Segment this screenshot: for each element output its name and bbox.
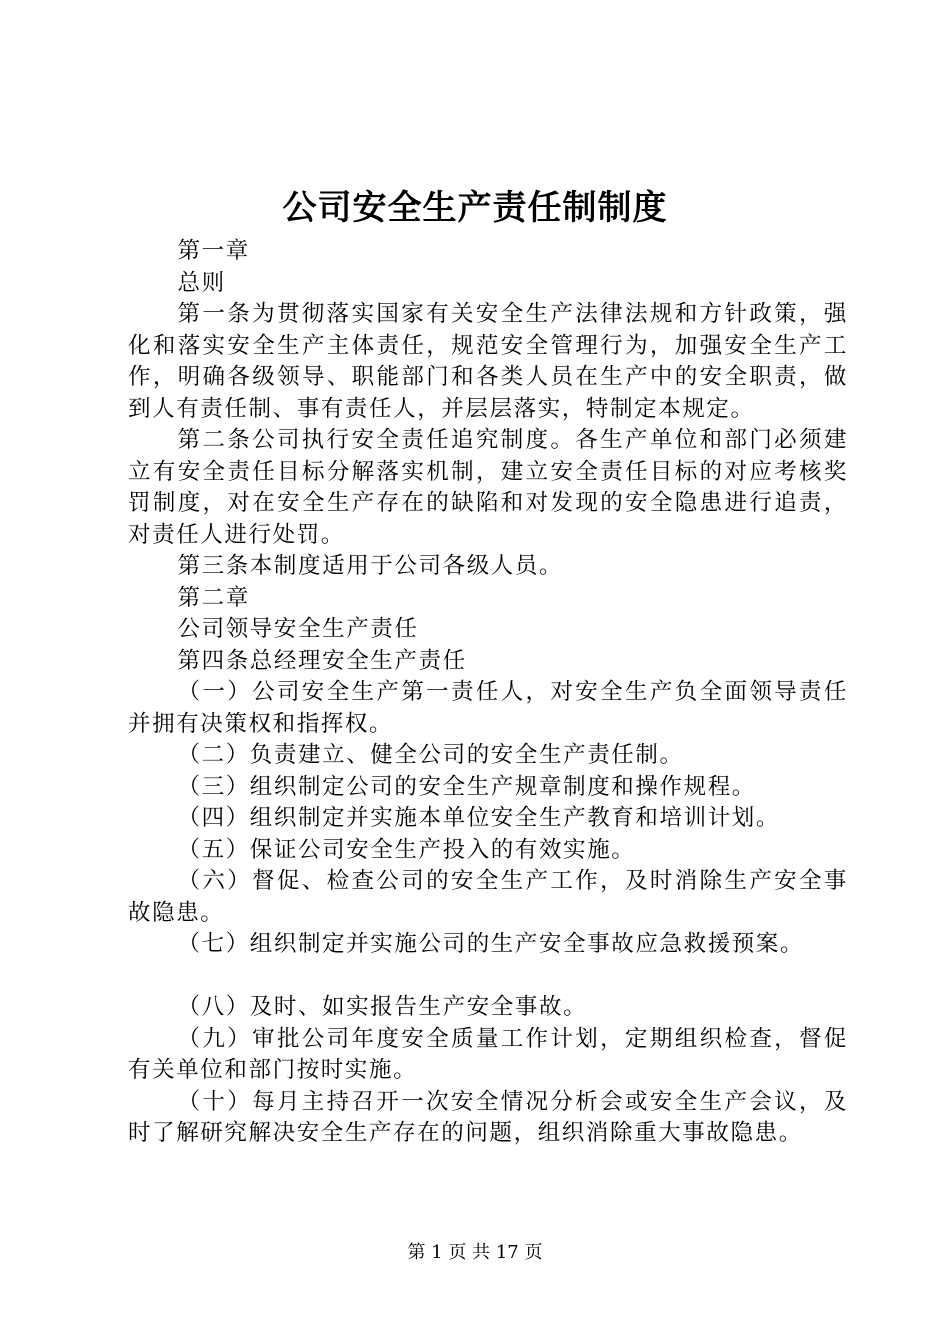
document-body [128,236,848,1150]
list-item: （六）督促、检查公司的安全生产工作，及时消除生产安全事故隐患。 [128,868,848,926]
list-item: （四）组织制定并实施本单位安全生产教育和培训计划。 [177,805,781,831]
article-paragraph: 第二条公司执行安全责任追究制度。各生产单位和部门必须建立有安全责任目标分解落实机制，建立安全责任目标的对应考核奖罚制度，对在安全生产存在的缺陷和对发现的安全隐患进行追责，对责任人进行处罚。 [128,427,848,548]
list-item: （八）及时、如实报告生产安全事故。 [177,994,588,1020]
chapter-heading: 第二章 [177,584,250,611]
chapter-title: 总则 [177,269,226,296]
list-item: （九）审批公司年度安全质量工作计划，定期组织检查，督促有关单位和部门按时实施。 [128,1025,848,1083]
list-item: （十）每月主持召开一次安全情况分析会或安全生产会议，及时了解研究解决安全生产存在的问题，组织消除重大事故隐患。 [128,1088,848,1146]
list-item: （七）组织制定并实施公司的生产安全事故应急救援预案。 [177,931,805,957]
article-paragraph: 第三条本制度适用于公司各级人员。 [177,553,564,579]
list-item: （一）公司安全生产第一责任人，对安全生产负全面领导责任并拥有决策权和指挥权。 [128,679,848,737]
page-number: 第 1 页 共 17 页 [407,1242,543,1263]
chapter-title: 公司领导安全生产责任 [177,616,419,642]
chapter-heading: 第一章 [177,238,250,264]
article-paragraph: 第一条为贯彻落实国家有关安全生产法律法规和方针政策，强化和落实安全生产主体责任，规范安全管理行为，加强安全生产工作，明确各级领导、职能部门和各类人员在生产中的安全职责，做到人有责任制、事有责任人，并层层落实，特制定本规定。 [128,301,848,422]
blank-line [128,961,848,993]
list-item: （二）负责建立、健全公司的安全生产责任制。 [177,742,684,768]
document-title: 公司安全生产责任制制度 [282,188,668,228]
list-item: （五）保证公司安全生产投入的有效实施。 [177,836,636,863]
list-item: （三）组织制定公司的安全生产规章制度和操作规程。 [177,773,756,800]
article-paragraph: 第四条总经理安全生产责任 [177,647,467,674]
